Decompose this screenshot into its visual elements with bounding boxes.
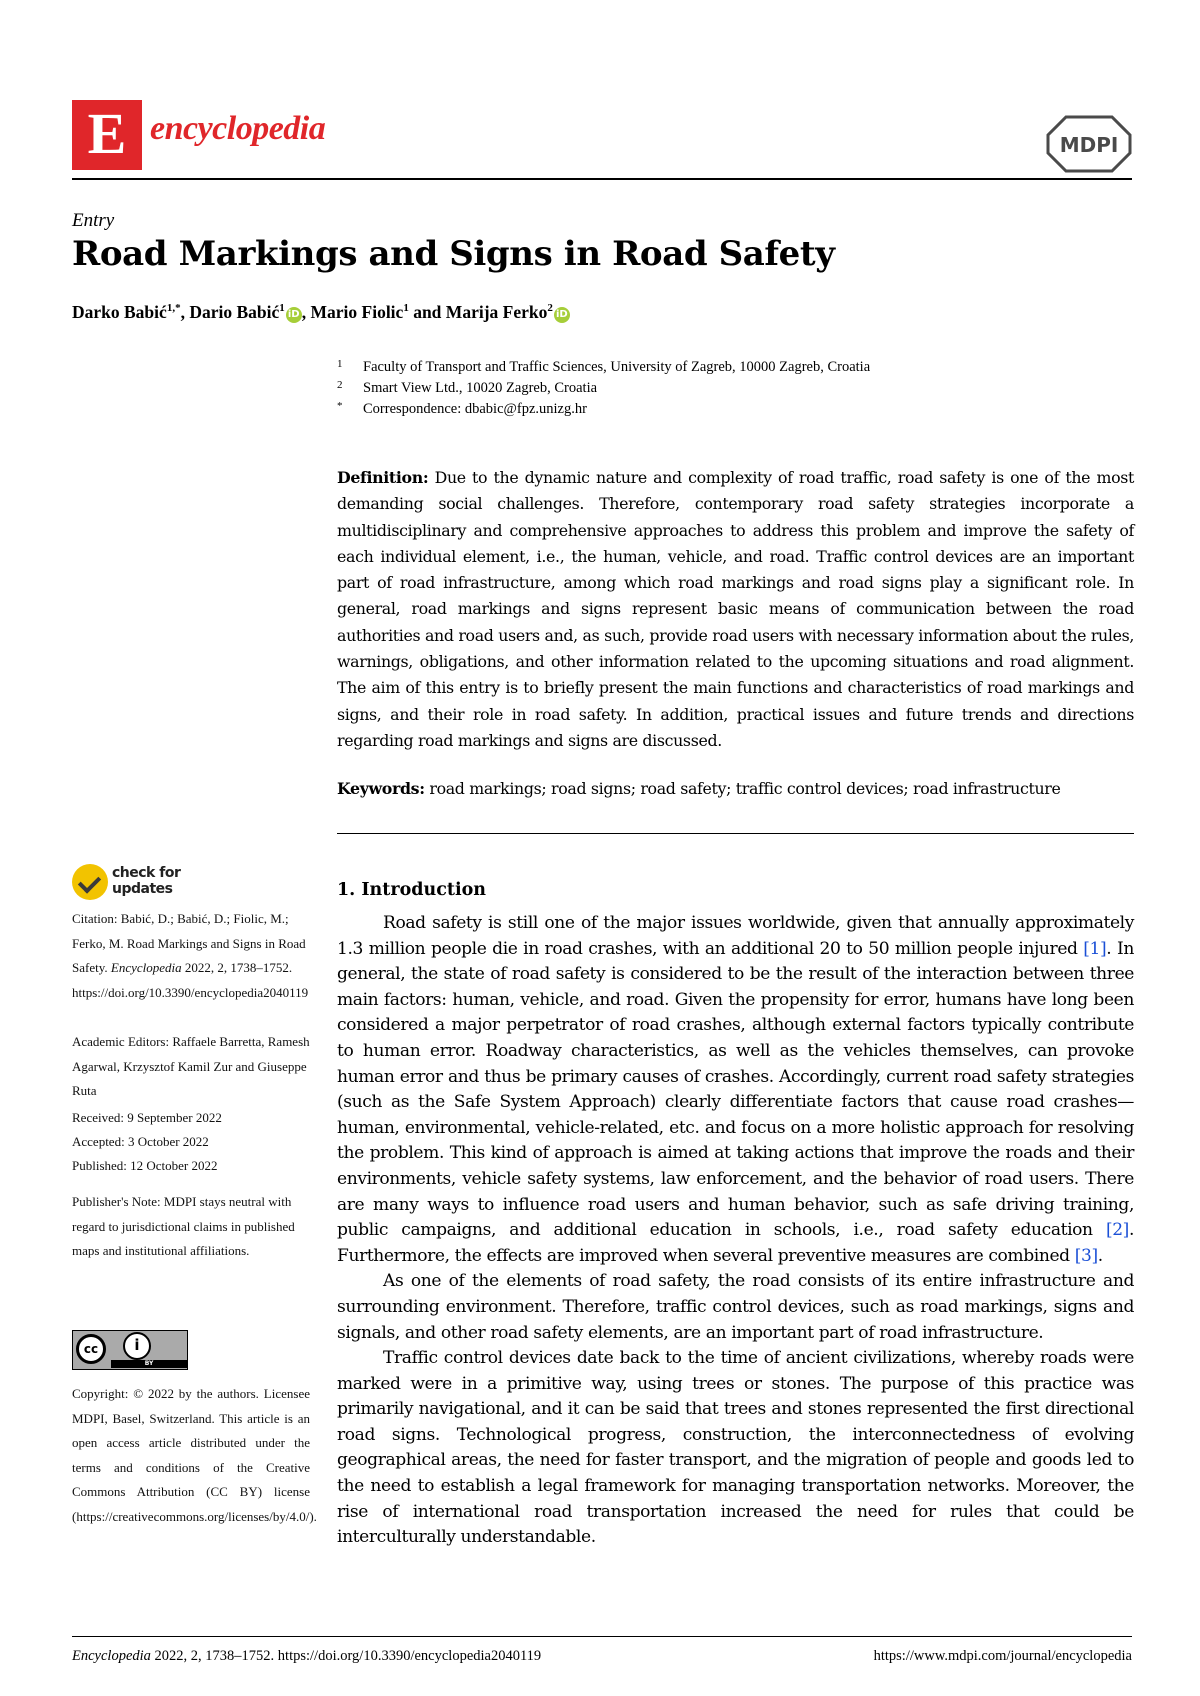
footer-journal-link[interactable]: https://www.mdpi.com/journal/encyclopedia <box>873 1648 1132 1664</box>
keywords-text: road markings; road signs; road safety; traffic control devices; road infrastructure <box>429 779 1061 798</box>
author-3: Mario Fiolic$^1$ and <box>310 302 446 322</box>
cc-by-license-icon[interactable] <box>72 1330 188 1370</box>
correspondence: * Correspondence: dbabic@fpz.unizg.hr <box>337 400 587 417</box>
journal-logo-icon <box>72 100 142 170</box>
author-4: Marija Ferko$^2$iD <box>446 302 570 322</box>
article-type: Entry <box>72 210 115 231</box>
academic-editors: Academic Editors: Raffaele Barretta, Ramesh Agarwal, Krzysztof Kamil Zur and Giuseppe Ruta <box>72 1034 310 1098</box>
accepted-date: Accepted: 3 October 2022 <box>72 1134 209 1149</box>
author-2: Dario Babić$^1$iD , <box>189 302 311 322</box>
footer-citation: Encyclopedia 2022, 2, 1738–1752. https://doi.org/10.3390/encyclopedia2040119 <box>72 1648 542 1664</box>
mdpi-logo-icon[interactable] <box>1046 115 1132 173</box>
affiliation-1: 1 Faculty of Transport and Traffic Sciences, University of Zagreb, 10000 Zagreb, Croatia <box>337 358 871 375</box>
definition-abstract <box>337 465 1134 754</box>
mdpi-logo-text: MDPI <box>1059 133 1119 157</box>
journal-name: encyclopedia <box>150 110 326 147</box>
orcid-icon[interactable]: iD <box>286 307 302 323</box>
body-text <box>337 911 1134 1551</box>
paragraph-2: As one of the elements of road safety, the road consists of its entire infrastructure and surrounding environment. Therefore, traffic control devices, such as road markings, signs and signals, and other road safety elements, are an important part of road infrastructure. <box>337 1271 1134 1343</box>
cc-icon: cc <box>76 1334 106 1364</box>
keywords-label: Keywords: <box>337 779 425 798</box>
section-heading: 1. Introduction <box>337 880 486 900</box>
copyright-notice: Copyright: © 2022 by the authors. Licensee MDPI, Basel, Switzerland. This article is an open access article distributed under the terms and conditions of the Creative Commons Attribution (CC BY) license (https://creativecommons.org/licenses/by/4.0/). <box>72 1386 317 1524</box>
header-divider <box>72 178 1132 180</box>
reference-link-1[interactable]: [1] <box>1083 938 1107 959</box>
footer-divider <box>72 1636 1132 1637</box>
by-label: BY <box>111 1360 187 1368</box>
checkmark-icon <box>72 864 108 900</box>
keywords <box>337 779 1134 798</box>
definition-text: Due to the dynamic nature and complexity of road traffic, road safety is one of the most demanding social challenges. Therefore, contemporary road safety strategies incorporate a multidisciplinary and comprehensive approaches to address this problem and improve the safety of each individual element, i.e., the human, vehicle, and road. Traffic control devices are an important part of road infrastructure, among which road markings and road signs play a significant role. In general, road markings and signs represent basic means of communication between the road authorities and road users and, as such, provide road users with necessary information about the rules, warnings, obligations, and other information related to the upcoming situations and road alignment. The aim of this entry is to briefly present the main functions and characteristics of road markings and signs, and their role in road safety. In addition, practical issues and future trends and directions regarding road markings and signs are discussed. <box>337 468 1135 750</box>
abstract-divider <box>337 833 1134 834</box>
reference-link-2[interactable]: [2] <box>1105 1220 1129 1241</box>
received-date: Received: 9 September 2022 <box>72 1110 222 1125</box>
definition-label: Definition: <box>337 468 429 487</box>
check-for-updates-button[interactable]: check for updates <box>72 862 232 902</box>
affiliation-2: 2 Smart View Ltd., 10020 Zagreb, Croatia <box>337 379 598 396</box>
attribution-icon: i <box>123 1332 151 1360</box>
author-1: Darko Babić$^{1,*}$, <box>72 302 190 322</box>
journal-logo-letter: E <box>87 101 127 166</box>
author-list <box>72 302 570 323</box>
orcid-icon[interactable]: iD <box>554 307 570 323</box>
reference-link-3[interactable]: [3] <box>1074 1245 1098 1266</box>
paragraph-1: Road safety is still one of the major issues worldwide, given that annually approximately 1.3 million people die in road crashes, with an additional 20 to 50 million people injured [1]. In general, the state of road safety is considered to be the result of the interaction between three main factors: human, vehicle, and road. Given the propensity for error, humans have long been considered a major perpetrator of road crashes, although external factors typically contribute to human error. Roadway characteristics, as well as the vehicles themselves, can provoke human error and thus be primary causes of crashes. Accordingly, current road safety strategies (such as the Safe System Approach) clearly differentiate factors that cause road crashes—human, environmental, vehicle-related, etc. and focus on a more holistic approach for resolving the problem. This kind of approach is aimed at taking actions that improve the roads and their environments, vehicle safety systems, law enforcement, and the behavior of road users. There are many ways to influence road users and human behavior, such as safe driving training, public campaigns, and additional education in schools, i.e., road safety education [2]. Furthermore, the effects are improved when several preventive measures are combined [3]. <box>337 913 1134 1266</box>
publisher-note: Publisher's Note: MDPI stays neutral with regard to jurisdictional claims in published maps and institutional affiliations. <box>72 1194 295 1258</box>
paragraph-3: Traffic control devices date back to the time of ancient civilizations, whereby roads were marked were in a primitive way, using trees or stones. The purpose of this practice was primarily navigational, and it can be said that trees and stones represented the first directional road signs. Technological progress, construction, the interconnectedness of evolving geographical areas, the need for faster transport, and the migration of people and goods led to the need to establish a legal framework for managing transportation networks. Moreover, the rise of international road transportation increased the need for rules that could be interculturally understandable. <box>337 1348 1134 1548</box>
published-date: Published: 12 October 2022 <box>72 1158 218 1173</box>
article-title: Road Markings and Signs in Road Safety <box>72 234 835 274</box>
citation-block: Citation: Babić, D.; Babić, D.; Fiolic, M.; Ferko, M. Road Markings and Signs in Road Safety. Encyclopedia 2022, 2, 1738–1752. https://doi.org/10.3390/encyclopedia2040119 <box>72 911 309 1000</box>
